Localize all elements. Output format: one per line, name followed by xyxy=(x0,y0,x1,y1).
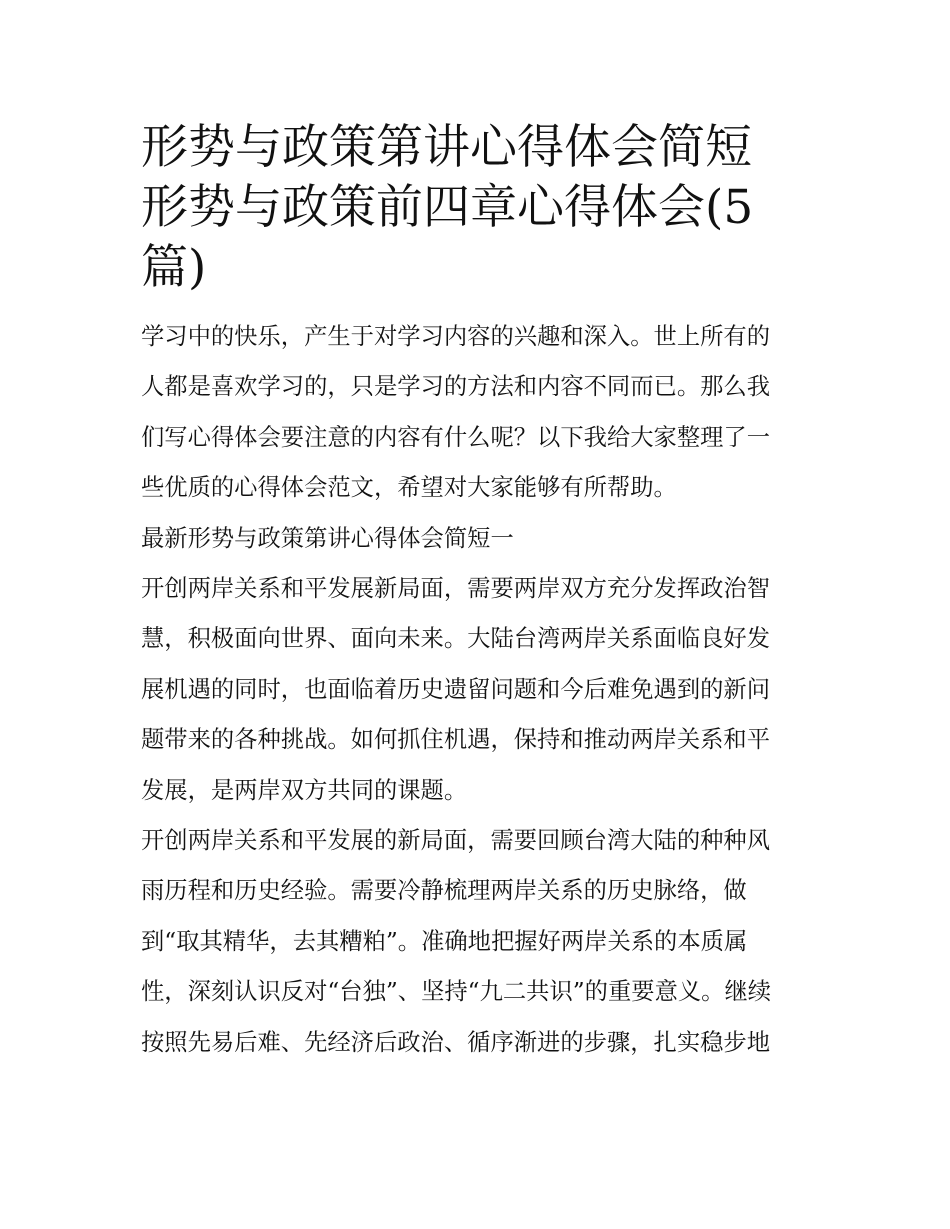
title-line: 形势与政策前四章心得体会(5 xyxy=(141,180,754,235)
body-paragraph xyxy=(141,816,813,1068)
text-line: 性，深刻认识反对“台独”、坚持“九二共识”的重要意义。继续 xyxy=(141,978,772,1006)
text-line: 们写心得体会要注意的内容有什么呢？以下我给大家整理了一 xyxy=(141,423,771,451)
text-line: 慧，积极面向世界、面向未来。大陆台湾两岸关系面临良好发 xyxy=(141,625,771,653)
text-line: 展机遇的同时，也面临着历史遗留问题和今后难免遇到的新问 xyxy=(141,675,771,703)
body-paragraph xyxy=(141,564,813,816)
text-line: 题带来的各种挑战。如何抓住机遇，保持和推动两岸关系和平 xyxy=(141,726,771,754)
text-line: 学习中的快乐，产生于对学习内容的兴趣和深入。世上所有的 xyxy=(141,323,771,350)
text-line: 开创两岸关系和平发展的新局面，需要回顾台湾大陆的种种风 xyxy=(141,827,771,855)
text-line: 到“取其精华，去其糟粕”。准确地把握好两岸关系的本质属 xyxy=(141,927,748,955)
text-line: 发展，是两岸双方共同的课题。 xyxy=(141,776,468,804)
title-line: 形势与政策第讲心得体会简短 xyxy=(141,120,752,175)
document-title xyxy=(141,118,813,298)
text-line: 按照先易后难、先经济后政治、循序渐进的步骤，扎实稳步地 xyxy=(141,1028,771,1056)
title-line: 篇) xyxy=(141,240,207,295)
text-line: 人都是喜欢学习的，只是学习的方法和内容不同而已。那么我 xyxy=(141,373,771,401)
text-line: 最新形势与政策第讲心得体会简短一 xyxy=(141,524,514,552)
section-heading xyxy=(141,514,813,564)
text-line: 雨历程和历史经验。需要冷静梳理两岸关系的历史脉络，做 xyxy=(141,877,747,905)
intro-paragraph xyxy=(141,312,813,514)
text-line: 开创两岸关系和平发展新局面，需要两岸双方充分发挥政治智 xyxy=(141,575,771,603)
document-content xyxy=(141,118,813,1068)
text-line: 些优质的心得体会范文，希望对大家能够有所帮助。 xyxy=(141,474,677,502)
